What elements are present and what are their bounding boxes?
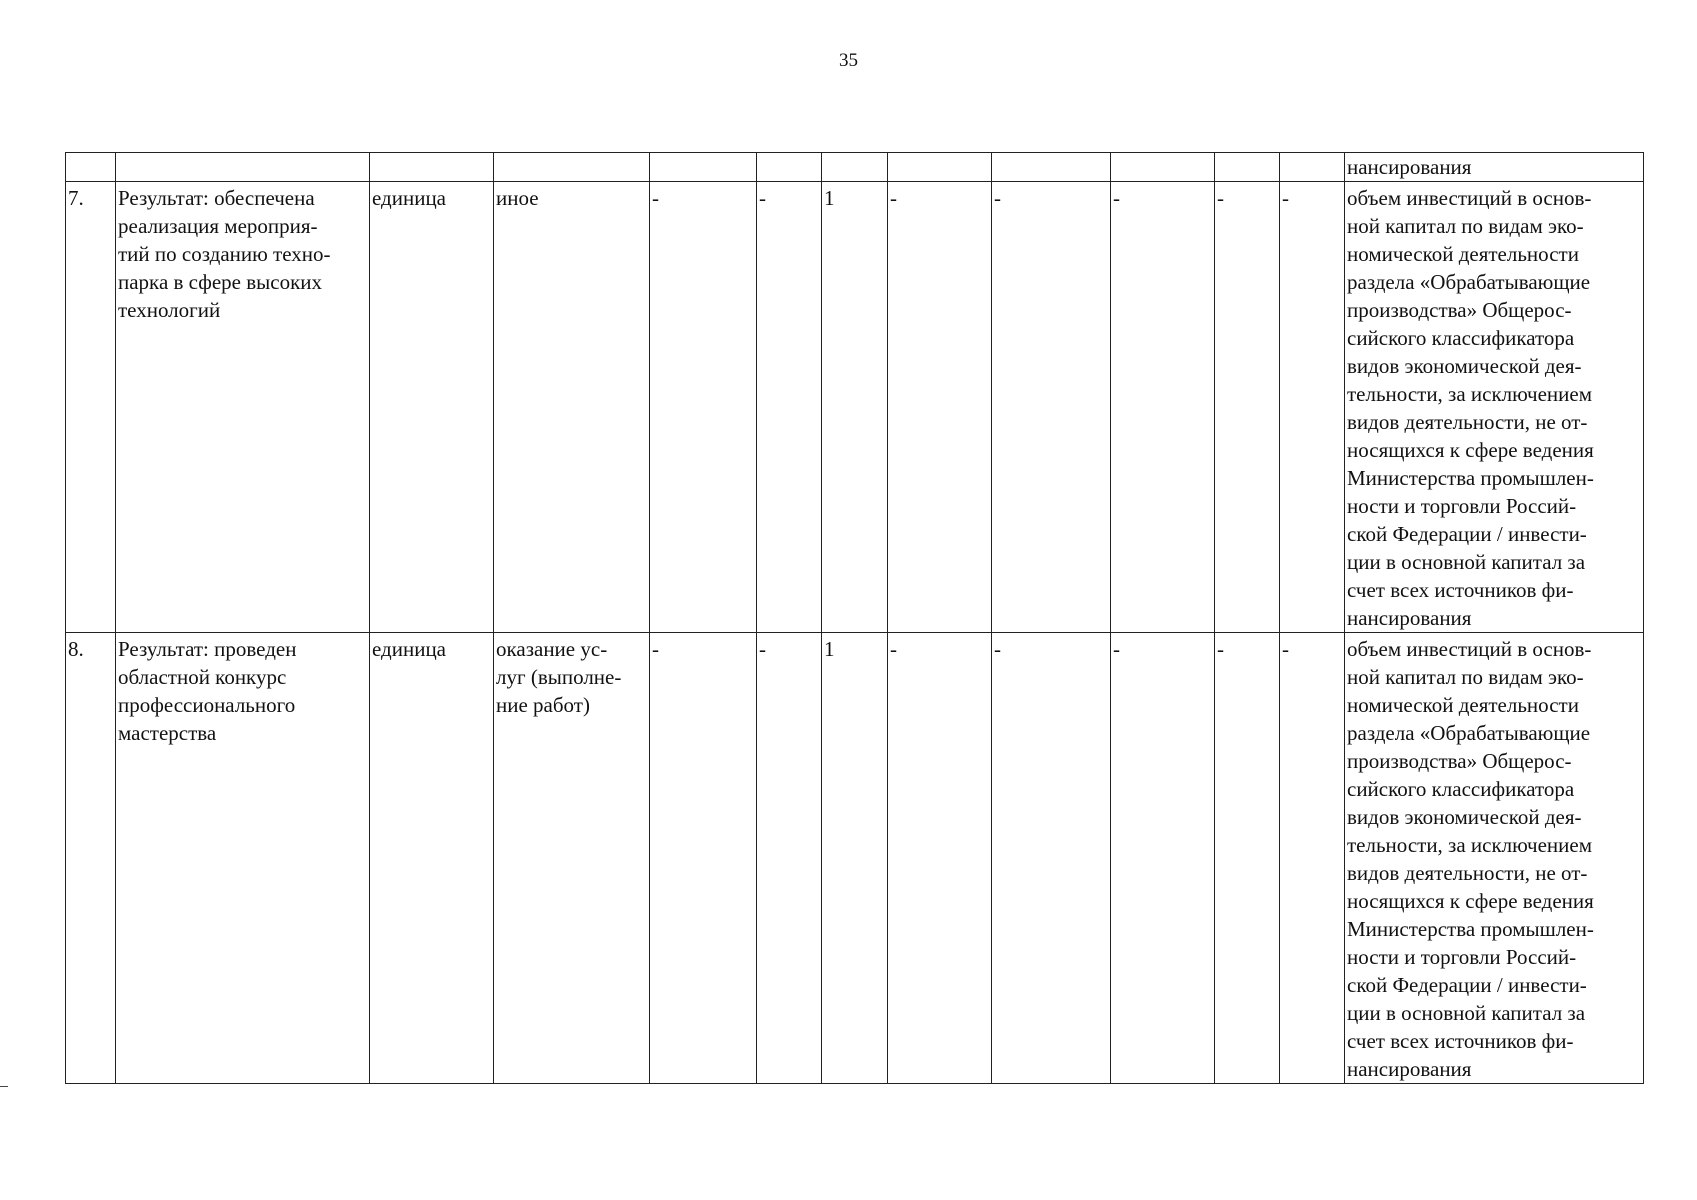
- table-cell: [1215, 153, 1280, 182]
- value-cell: -: [992, 633, 1111, 1084]
- value-cell: -: [1280, 182, 1345, 633]
- value-cell: -: [888, 633, 992, 1084]
- table-row: [66, 633, 1644, 1084]
- value-cell: -: [1215, 182, 1280, 633]
- value-cell: -: [650, 633, 757, 1084]
- table-cell: [370, 153, 494, 182]
- source-cell: нансирования: [1345, 153, 1644, 182]
- table-cell: [66, 153, 116, 182]
- table-cell: [494, 153, 650, 182]
- page-number: 35: [839, 50, 858, 71]
- value-cell: -: [1111, 182, 1215, 633]
- row-number: 8.: [66, 633, 116, 1084]
- table-row-continuation: [66, 153, 1644, 182]
- table-cell: [822, 153, 888, 182]
- table-cell: [992, 153, 1111, 182]
- source-cell: объем инвестиций в основ- ной капитал по видам эко- номической деятельности раздела «Обрабатывающие производства» Общерос- сийского классификатора видов экономической дея- тельности, за исключением видов деятельности, не от- носящихся к сфере ведения Министерства промышлен- ности и торговли Россий- ской Федерации / инвести- ции в основной капитал за счет всех источников фи- нансирования: [1345, 633, 1644, 1084]
- table-cell: [650, 153, 757, 182]
- results-table: [65, 152, 1644, 1084]
- value-cell: -: [992, 182, 1111, 633]
- result-cell: Результат: проведен областной конкурс профессионального мастерства: [116, 633, 370, 1084]
- value-cell: -: [1280, 633, 1345, 1084]
- table-cell: [888, 153, 992, 182]
- table-row: [66, 182, 1644, 633]
- type-cell: оказание ус- луг (выполне- ние работ): [494, 633, 650, 1084]
- table-cell: [1280, 153, 1345, 182]
- value-cell: 1: [822, 182, 888, 633]
- value-cell: -: [757, 182, 822, 633]
- value-cell: 1: [822, 633, 888, 1084]
- value-cell: -: [650, 182, 757, 633]
- value-cell: -: [757, 633, 822, 1084]
- table-cell: [1111, 153, 1215, 182]
- result-cell: Результат: обеспечена реализация мероприя- тий по созданию техно- парка в сфере высоких технологий: [116, 182, 370, 633]
- table-cell: [757, 153, 822, 182]
- table-cell: [116, 153, 370, 182]
- unit-cell: единица: [370, 633, 494, 1084]
- source-cell: объем инвестиций в основ- ной капитал по видам эко- номической деятельности раздела «Обрабатывающие производства» Общерос- сийского классификатора видов экономической дея- тельности, за исключением видов деятельности, не от- носящихся к сфере ведения Министерства промышлен- ности и торговли Россий- ской Федерации / инвести- ции в основной капитал за счет всех источников фи- нансирования: [1345, 182, 1644, 633]
- row-number: 7.: [66, 182, 116, 633]
- value-cell: -: [1215, 633, 1280, 1084]
- type-cell: иное: [494, 182, 650, 633]
- value-cell: -: [1111, 633, 1215, 1084]
- unit-cell: единица: [370, 182, 494, 633]
- scan-edge-mark: [0, 1086, 8, 1087]
- value-cell: -: [888, 182, 992, 633]
